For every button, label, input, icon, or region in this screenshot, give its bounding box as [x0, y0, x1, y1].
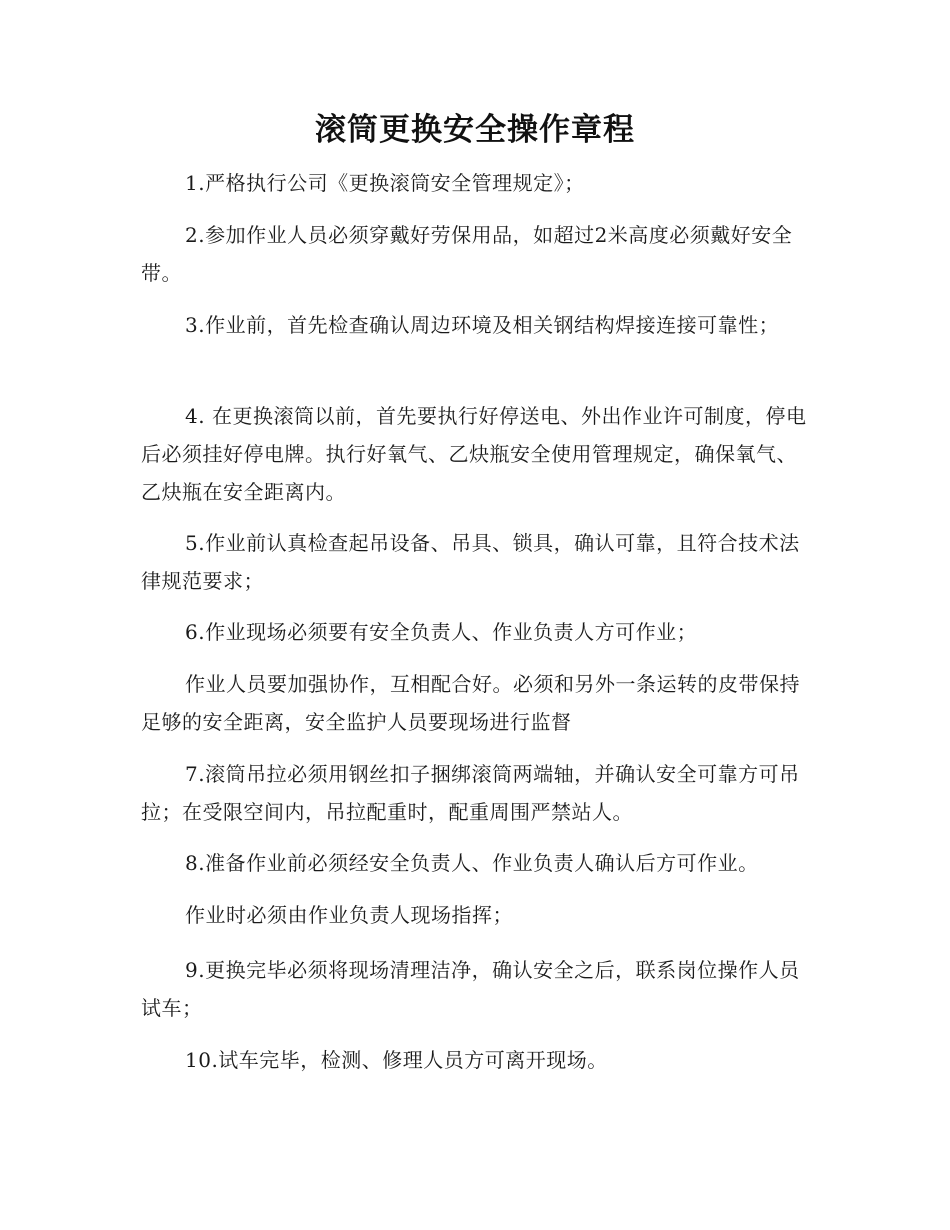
paragraph-3: 3.作业前，首先检查确认周边环境及相关钢结构焊接连接可靠性；	[185, 313, 780, 337]
paragraph-8-continuation: 作业时必须由作业负责人现场指挥；	[185, 903, 513, 927]
paragraph-9: 9.更换完毕必须将现场清理洁净，确认安全之后，联系岗位操作人员试车；	[141, 958, 800, 1020]
paragraph-5: 5.作业前认真检查起吊设备、吊具、锁具，确认可靠，且符合技术法律规范要求；	[141, 531, 800, 593]
paragraph-7: 7.滚筒吊拉必须用钢丝扣子捆绑滚筒两端轴，并确认安全可靠方可吊拉；在受限空间内，吊拉配重时，配重周围严禁站人。	[141, 762, 800, 824]
paragraph-10: 10.试车完毕，检测、修理人员方可离开现场。	[185, 1048, 608, 1072]
paragraph-6: 6.作业现场必须要有安全负责人、作业负责人方可作业；	[185, 620, 698, 644]
paragraph-6-continuation: 作业人员要加强协作，互相配合好。必须和另外一条运转的皮带保持足够的安全距离，安全监护人员要现场进行监督	[141, 672, 800, 734]
paragraph-2: 2.参加作业人员必须穿戴好劳保用品，如超过2米高度必须戴好安全带。	[141, 223, 793, 285]
document-title: 滚筒更换安全操作章程	[315, 112, 635, 148]
paragraph-8: 8.准备作业前必须经安全负责人、作业负责人确认后方可作业。	[185, 851, 759, 875]
paragraph-1: 1.严格执行公司《更换滚筒安全管理规定》；	[185, 171, 585, 195]
paragraph-4: 4. 在更换滚筒以前，首先要执行好停送电、外出作业许可制度，停电后必须挂好停电牌。执行好氧气、乙炔瓶安全使用管理规定，确保氧气、乙炔瓶在安全距离内。	[141, 404, 807, 504]
